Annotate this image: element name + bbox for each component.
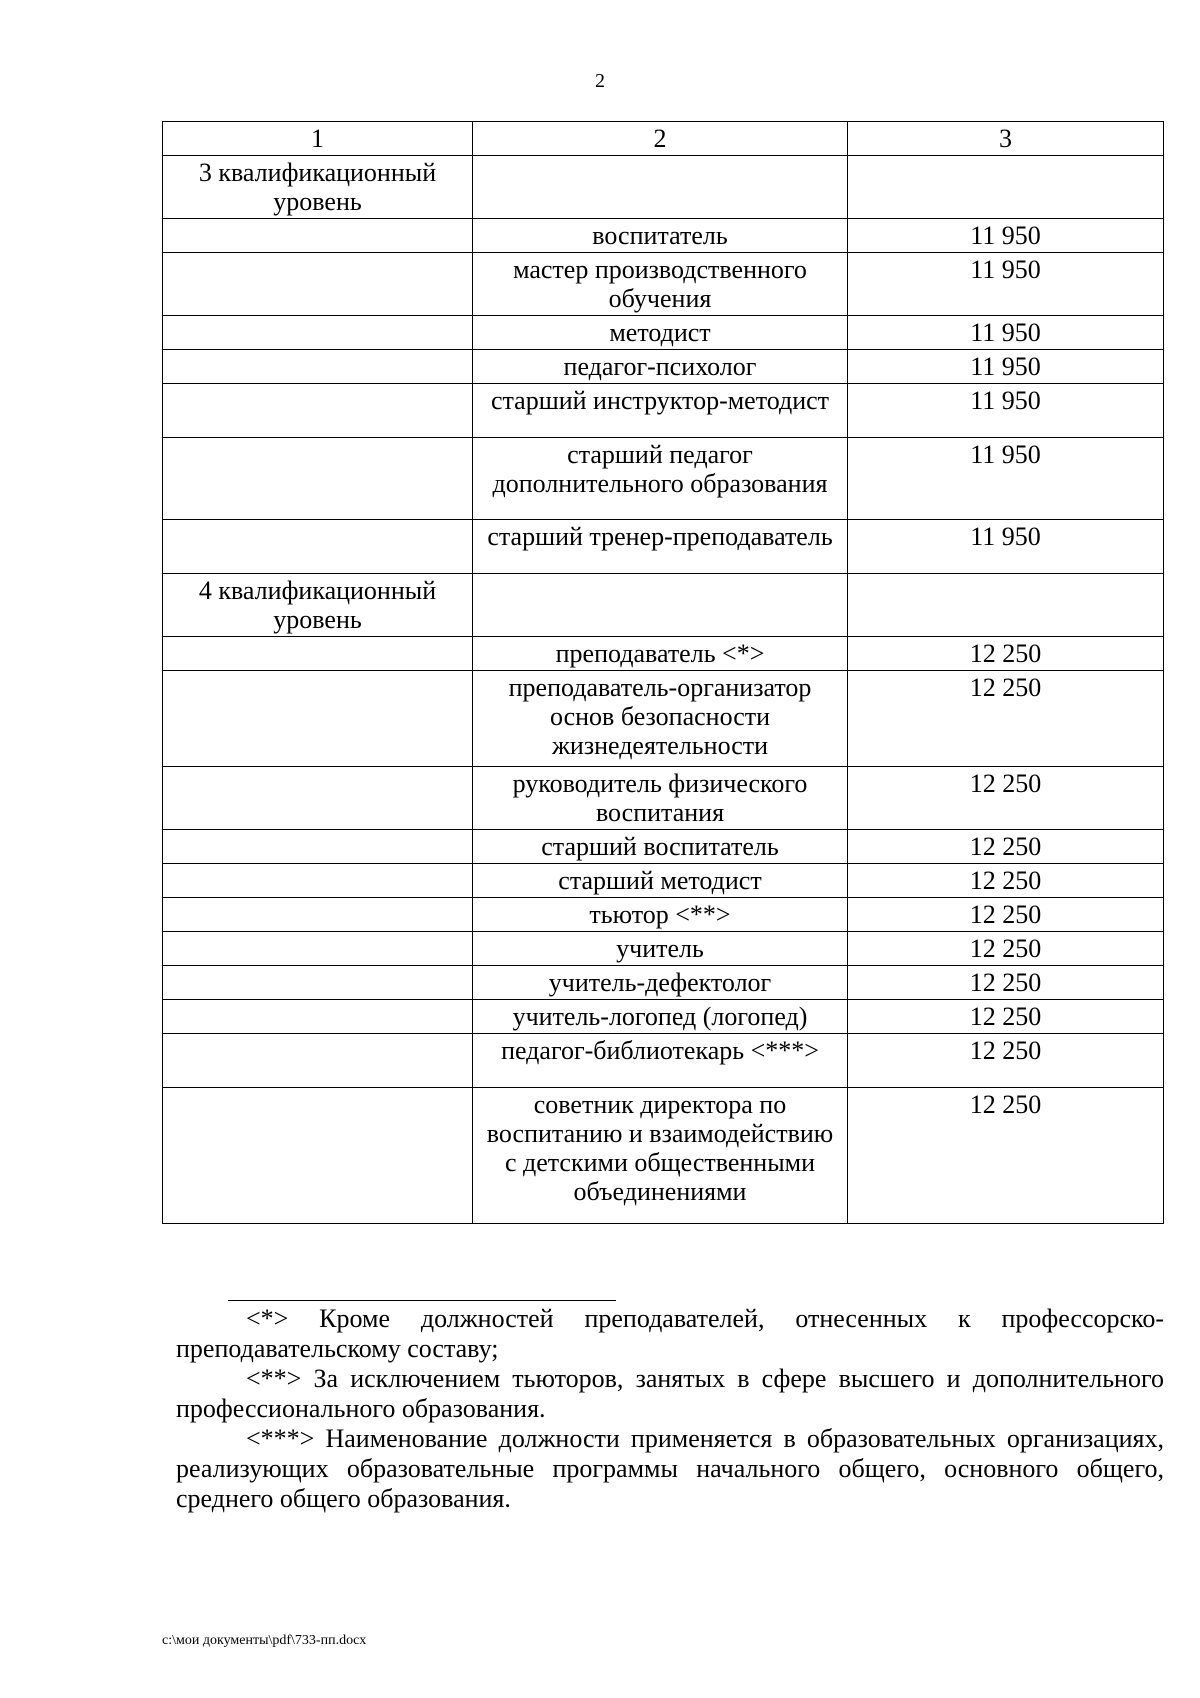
level-cell [163, 1000, 473, 1034]
level-cell [163, 671, 473, 767]
salary-cell [848, 574, 1164, 637]
table-header-row [163, 122, 1164, 156]
position-cell: старший методист [473, 864, 848, 898]
footnote-separator [228, 1300, 616, 1301]
level-cell [163, 864, 473, 898]
salary-cell: 12 250 [848, 767, 1164, 830]
table-row [163, 966, 1164, 1000]
header-cell-1: 1 [163, 122, 473, 156]
position-cell: руководитель физического воспитания [473, 767, 848, 830]
table-row [163, 350, 1164, 384]
salary-cell: 11 950 [848, 520, 1164, 574]
table-row [163, 932, 1164, 966]
position-cell: методист [473, 316, 848, 350]
salary-cell: 12 250 [848, 830, 1164, 864]
salary-cell: 12 250 [848, 1088, 1164, 1224]
level-cell [163, 438, 473, 520]
level-cell: 4 квалификационный уровень [163, 574, 473, 637]
salary-cell: 12 250 [848, 932, 1164, 966]
salary-cell: 12 250 [848, 637, 1164, 671]
level-cell [163, 384, 473, 438]
salary-cell: 12 250 [848, 1034, 1164, 1088]
level-cell [163, 1034, 473, 1088]
position-cell: старший инструктор-методист [473, 384, 848, 438]
level-cell [163, 767, 473, 830]
table-row [163, 898, 1164, 932]
file-path: c:\мои документы\pdf\733-пп.docx [162, 1633, 367, 1648]
salary-cell: 12 250 [848, 1000, 1164, 1034]
level-cell [163, 966, 473, 1000]
table-row [163, 574, 1164, 637]
footnotes [176, 1304, 1164, 1514]
header-cell-3: 3 [848, 122, 1164, 156]
table-row [163, 253, 1164, 316]
header-cell-2: 2 [473, 122, 848, 156]
footnote-3: <***> Наименование должности применяется в образовательных организациях, реализующих образовательные программы начального общего, основного общего, среднего общего образования. [176, 1424, 1164, 1513]
table-row [163, 1000, 1164, 1034]
salary-cell: 12 250 [848, 898, 1164, 932]
table-row [163, 637, 1164, 671]
level-cell [163, 253, 473, 316]
salary-cell: 11 950 [848, 316, 1164, 350]
salary-cell: 12 250 [848, 966, 1164, 1000]
level-cell [163, 316, 473, 350]
table-row [163, 156, 1164, 219]
position-cell: педагог-библиотекарь <***> [473, 1034, 848, 1088]
salary-cell: 11 950 [848, 219, 1164, 253]
position-cell: советник директора по воспитанию и взаимодействию с детскими общественными объединениями [473, 1088, 848, 1224]
position-cell: преподаватель-организатор основ безопасности жизнедеятельности [473, 671, 848, 767]
salary-table [162, 121, 1164, 1224]
salary-cell: 11 950 [848, 350, 1164, 384]
table-row [163, 438, 1164, 520]
level-cell [163, 1088, 473, 1224]
table-row [163, 520, 1164, 574]
level-cell [163, 898, 473, 932]
level-cell [163, 830, 473, 864]
position-cell [473, 574, 848, 637]
salary-cell: 12 250 [848, 671, 1164, 767]
level-cell [163, 637, 473, 671]
level-cell [163, 219, 473, 253]
level-cell [163, 520, 473, 574]
table-row [163, 830, 1164, 864]
table-row [163, 219, 1164, 253]
position-cell [473, 156, 848, 219]
position-cell: учитель-дефектолог [473, 966, 848, 1000]
position-cell: преподаватель <*> [473, 637, 848, 671]
level-cell: 3 квалификационный уровень [163, 156, 473, 219]
position-cell: педагог-психолог [473, 350, 848, 384]
position-cell: старший педагог дополнительного образования [473, 438, 848, 520]
salary-cell [848, 156, 1164, 219]
salary-cell: 12 250 [848, 864, 1164, 898]
table-row [163, 384, 1164, 438]
position-cell: воспитатель [473, 219, 848, 253]
position-cell: учитель [473, 932, 848, 966]
salary-cell: 11 950 [848, 253, 1164, 316]
position-cell: учитель-логопед (логопед) [473, 1000, 848, 1034]
salary-cell: 11 950 [848, 384, 1164, 438]
footnote-1: <*> Кроме должностей преподавателей, отнесенных к профессорско-преподавательскому составу; [176, 1304, 1164, 1363]
salary-cell: 11 950 [848, 438, 1164, 520]
page-number: 2 [595, 70, 605, 92]
table-row [163, 316, 1164, 350]
table-row [163, 671, 1164, 767]
table-row [163, 864, 1164, 898]
table-row [163, 1088, 1164, 1224]
level-cell [163, 350, 473, 384]
position-cell: старший тренер-преподаватель [473, 520, 848, 574]
table-row [163, 1034, 1164, 1088]
table-row [163, 767, 1164, 830]
level-cell [163, 932, 473, 966]
position-cell: мастер производственного обучения [473, 253, 848, 316]
position-cell: тьютор <**> [473, 898, 848, 932]
position-cell: старший воспитатель [473, 830, 848, 864]
footnote-2: <**> За исключением тьюторов, занятых в сфере высшего и дополнительного профессионального образования. [176, 1364, 1164, 1423]
